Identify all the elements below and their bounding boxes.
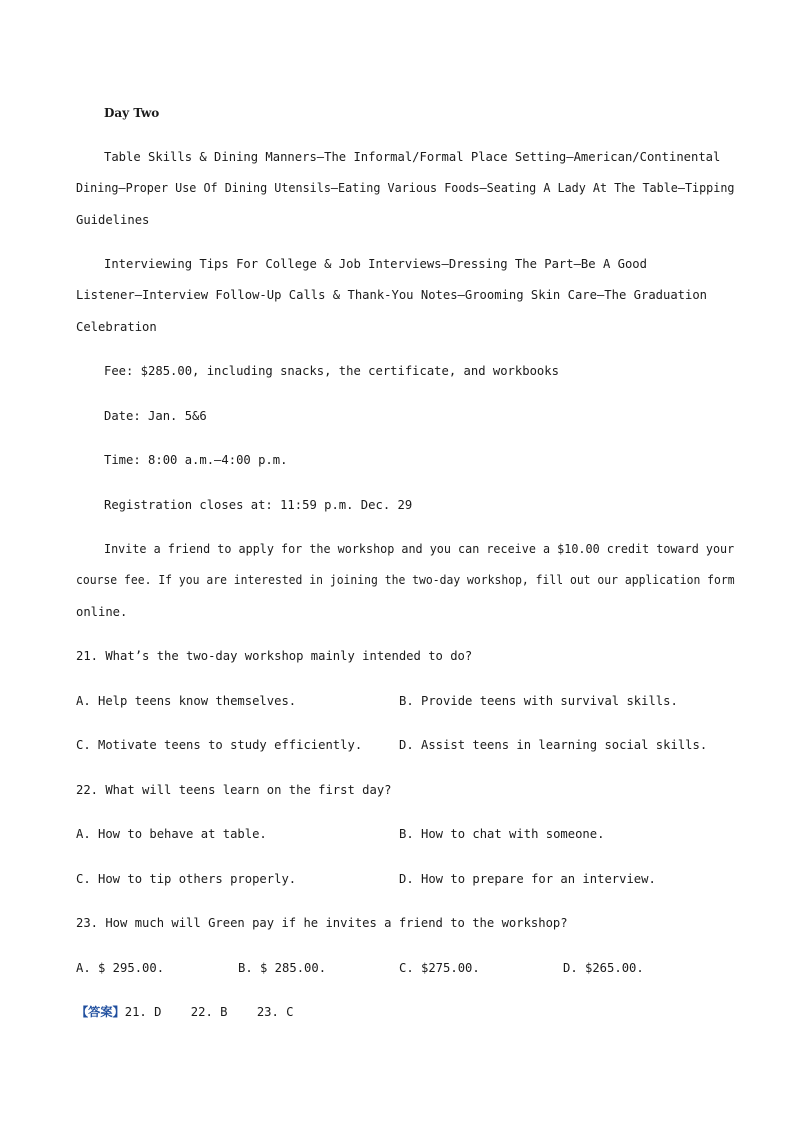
- paragraph-line: Dining—Proper Use Of Dining Utensils—Eating Various Foods—Seating A Lady At The Table—Tipping: [76, 181, 735, 195]
- option-d: D. $265.00.: [563, 961, 644, 975]
- answer-text: 21. D 22. B 23. C: [124, 1005, 294, 1019]
- registration-line: Registration closes at: 11:59 p.m. Dec. 29: [104, 498, 413, 512]
- paragraph-line: online.: [76, 605, 128, 619]
- option-c: C. How to tip others properly.: [76, 872, 297, 886]
- paragraph-line: Invite a friend to apply for the workshop and you can receive a $10.00 credit toward your: [104, 542, 735, 556]
- paragraph-line: Guidelines: [76, 213, 150, 227]
- answer-line: [76, 1004, 294, 1020]
- option-b: B. How to chat with someone.: [399, 827, 605, 841]
- paragraph-line: Interviewing Tips For College & Job Interviews—Dressing The Part—Be A Good: [104, 257, 647, 271]
- paragraph-line: Table Skills & Dining Manners—The Informal/Formal Place Setting—American/Continental: [104, 150, 721, 164]
- option-d: D. How to prepare for an interview.: [399, 872, 656, 886]
- option-a: A. $ 295.00.: [76, 961, 165, 975]
- option-a: A. Help teens know themselves.: [76, 694, 297, 708]
- option-d: D. Assist teens in learning social skills.: [399, 738, 708, 752]
- paragraph-line: Celebration: [76, 320, 157, 334]
- option-b: B. Provide teens with survival skills.: [399, 694, 678, 708]
- question-stem: 22. What will teens learn on the first day?: [76, 783, 392, 797]
- time-line: Time: 8:00 a.m.—4:00 p.m.: [104, 453, 288, 467]
- answer-label: 【答案】: [76, 1005, 125, 1019]
- heading-day-two: Day Two: [104, 106, 160, 120]
- option-b: B. $ 285.00.: [238, 961, 327, 975]
- question-stem: 21. What’s the two-day workshop mainly intended to do?: [76, 649, 473, 663]
- paragraph-line: course fee. If you are interested in joining the two-day workshop, fill out our application form: [76, 573, 735, 587]
- option-c: C. Motivate teens to study efficiently.: [76, 738, 363, 752]
- paragraph-line: Listener—Interview Follow-Up Calls & Thank-You Notes—Grooming Skin Care—The Graduation: [76, 288, 708, 302]
- fee-line: Fee: $285.00, including snacks, the certificate, and workbooks: [104, 364, 559, 378]
- question-stem: 23. How much will Green pay if he invites a friend to the workshop?: [76, 916, 568, 930]
- option-c: C. $275.00.: [399, 961, 480, 975]
- date-line: Date: Jan. 5&6: [104, 409, 207, 423]
- option-a: A. How to behave at table.: [76, 827, 267, 841]
